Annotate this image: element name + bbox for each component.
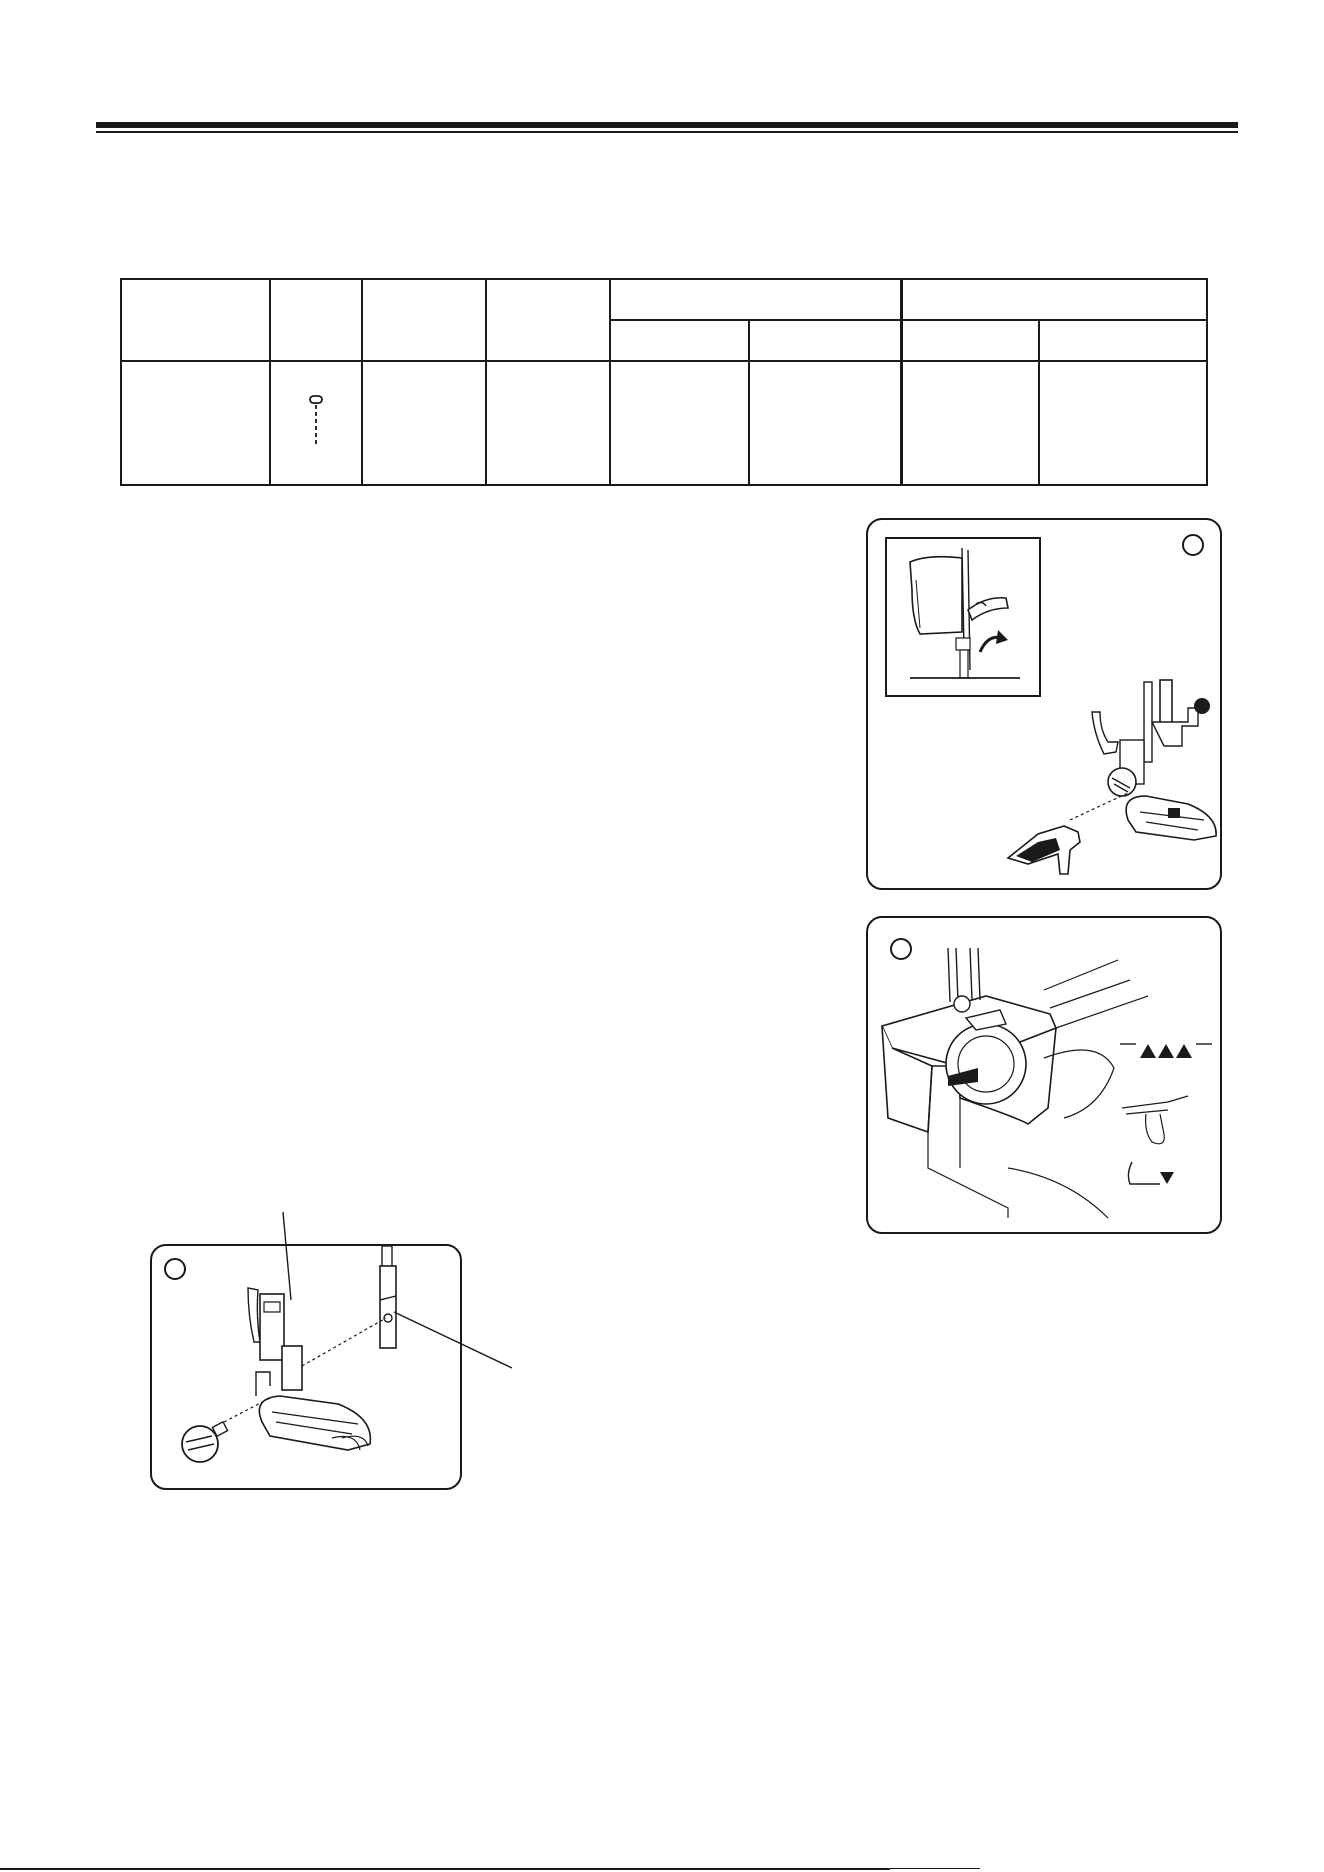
footer-rule (0, 1868, 890, 1870)
footer-rule-right (890, 1868, 980, 1869)
